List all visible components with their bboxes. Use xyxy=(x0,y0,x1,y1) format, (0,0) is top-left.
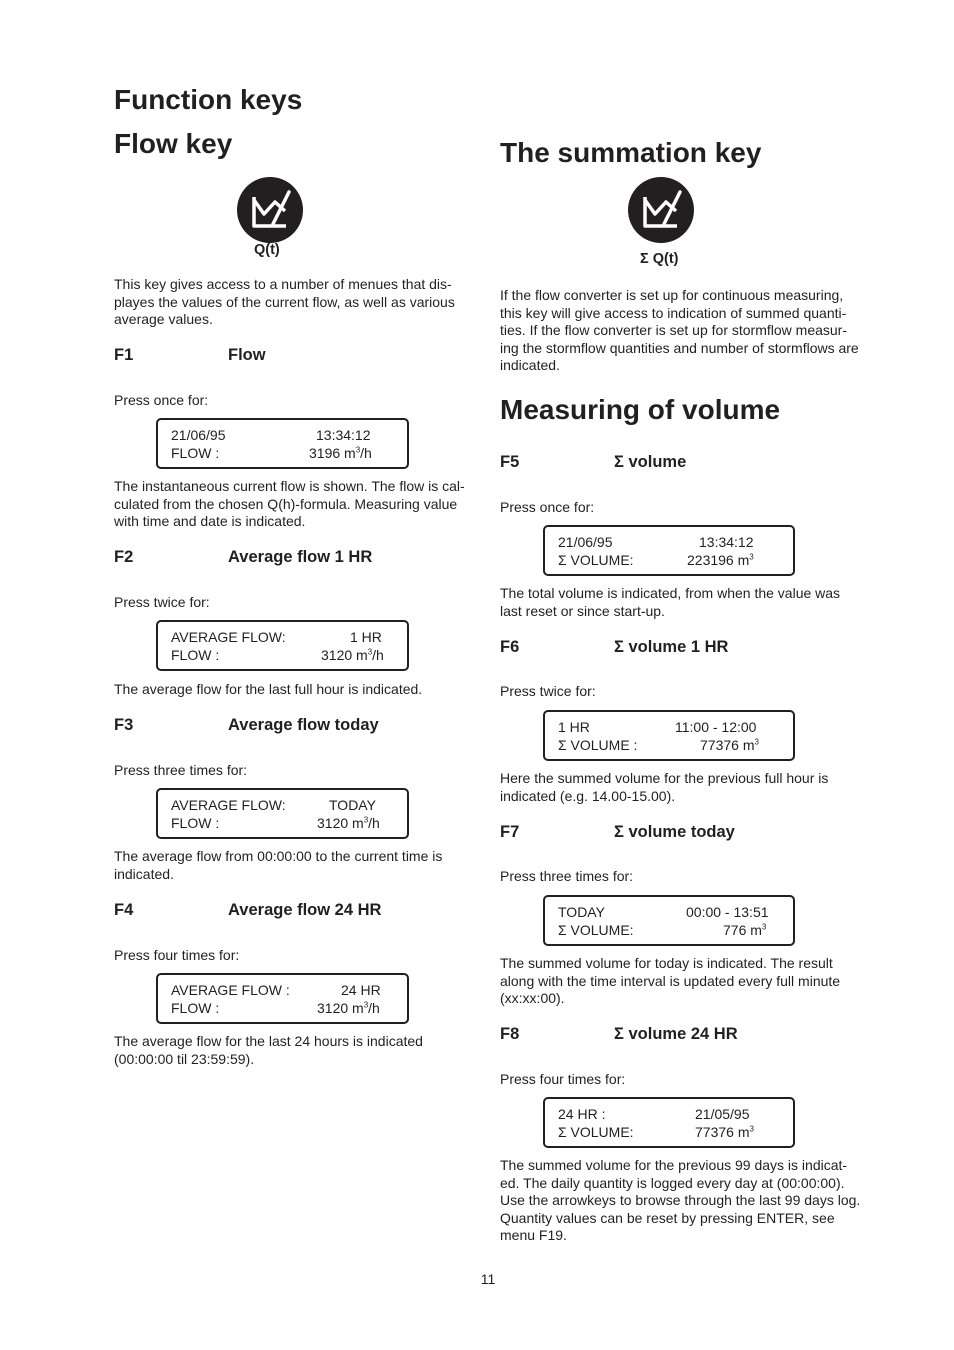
f6-description: Here the summed volume for the previous full hour is indicated (e.g. 14.00-15.00). xyxy=(500,770,829,804)
f3-description: The average flow from 00:00:00 to the current time is indicated. xyxy=(114,848,443,882)
display-value: 77376 $m^3$ xyxy=(695,1124,754,1140)
page-number: 11 xyxy=(480,1271,496,1287)
f1-press: Press once for: xyxy=(114,392,209,408)
display-label: 21/06/95 xyxy=(558,534,613,550)
display-value: 24 HR xyxy=(341,982,381,998)
display-value: 13:34:12 xyxy=(316,427,371,443)
f2-display xyxy=(156,620,409,671)
display-value: 3120 $m^3/h$ xyxy=(321,647,384,663)
f2-description: The average flow for the last full hour is indicated. xyxy=(114,681,423,697)
display-value: 00:00 - 13:51 xyxy=(686,904,769,920)
display-label: 1 HR xyxy=(558,719,590,735)
display-value: 3196 $m^3/h$ xyxy=(309,445,372,461)
flow-key-heading: Flow key xyxy=(114,128,233,159)
display-label: AVERAGE FLOW: xyxy=(171,797,286,813)
f7-title: Σ volume today xyxy=(614,823,735,841)
display-value: 77376 $m^3$ xyxy=(700,737,759,753)
flow-key-icon xyxy=(237,177,303,243)
display-value: TODAY xyxy=(329,797,376,813)
f6-heading xyxy=(500,638,860,658)
f6-title: Σ volume 1 HR xyxy=(614,638,729,656)
f4-title: Average flow 24 HR xyxy=(228,901,382,919)
f2-press: Press twice for: xyxy=(114,594,210,610)
f6-press: Press twice for: xyxy=(500,683,596,699)
display-label: FLOW : xyxy=(171,647,220,663)
display-value: 1 HR xyxy=(350,629,382,645)
f1-display xyxy=(156,418,409,469)
display-value: 11:00 - 12:00 xyxy=(675,719,757,735)
f6-code: F6 xyxy=(500,638,520,656)
display-label: 21/06/95 xyxy=(171,427,226,443)
f5-display xyxy=(543,525,795,576)
f4-display xyxy=(156,973,409,1024)
f5-press: Press once for: xyxy=(500,499,595,515)
flow-key-intro: This key gives access to a number of menues that dis-playes the values of the current flow, as well as various average values. xyxy=(114,276,455,327)
f7-press: Press three times for: xyxy=(500,868,634,884)
f1-heading xyxy=(114,346,474,366)
f5-heading xyxy=(500,453,860,473)
summation-key-icon xyxy=(628,177,694,243)
display-label: 24 HR : xyxy=(558,1106,606,1122)
f8-description xyxy=(500,1157,862,1245)
f4-description: The average flow for the last 24 hours is indicated (00:00:00 til 23:59:59). xyxy=(114,1033,423,1067)
f4-heading xyxy=(114,901,474,921)
display-label: AVERAGE FLOW: xyxy=(171,629,286,645)
f7-heading xyxy=(500,823,860,843)
f2-heading xyxy=(114,548,474,568)
f3-press: Press three times for: xyxy=(114,762,248,778)
summation-key-intro: If the flow converter is set up for continuous measuring, this key will give access to indication of summed quanti-ties. If the flow converter is set up for stormflow measur-ing the stormflow quantities and number of stormflows are indicated. xyxy=(500,287,859,373)
display-label: Σ VOLUME: xyxy=(558,1124,634,1140)
display-value: 21/05/95 xyxy=(695,1106,750,1122)
display-value: 223196 $m^3$ xyxy=(687,552,754,568)
display-label: FLOW : xyxy=(171,1000,220,1016)
f3-title: Average flow today xyxy=(228,716,379,734)
summation-key-heading: The summation key xyxy=(500,137,762,168)
f8-code: F8 xyxy=(500,1025,520,1043)
f5-description: The total volume is indicated, from when the value was last reset or since start-up. xyxy=(500,585,841,619)
f1-code: F1 xyxy=(114,346,134,364)
f6-display xyxy=(543,710,795,761)
display-label: TODAY xyxy=(558,904,605,920)
f2-title: Average flow 1 HR xyxy=(228,548,373,566)
f5-title: Σ volume xyxy=(614,453,687,471)
f3-code: F3 xyxy=(114,716,134,734)
display-value: 3120 $m^3/h$ xyxy=(317,815,380,831)
f8-title: Σ volume 24 HR xyxy=(614,1025,738,1043)
page-heading: Function keys xyxy=(114,84,303,115)
flow-key-label: Q(t) xyxy=(254,242,280,258)
display-label: Σ VOLUME: xyxy=(558,552,634,568)
f7-code: F7 xyxy=(500,823,520,841)
display-label: Σ VOLUME: xyxy=(558,922,634,938)
f8-description-text: The summed volume for the previous 99 days is indicat-ed. The daily quantity is logged every day at (00:00:00). Use the arrowkeys to browse through the last 99 days log. xyxy=(500,1157,861,1208)
display-value: 776 $m^3$ xyxy=(723,922,767,938)
f8-reset-note: Quantity values can be reset by pressing ENTER, see menu F19. xyxy=(500,1209,835,1243)
display-value: 13:34:12 xyxy=(699,534,754,550)
display-label: Σ VOLUME : xyxy=(558,737,638,753)
f8-heading xyxy=(500,1025,860,1045)
display-label: FLOW : xyxy=(171,815,220,831)
f1-title: Flow xyxy=(228,346,266,364)
f3-display xyxy=(156,788,409,839)
f1-description: The instantaneous current flow is shown. The flow is cal-culated from the chosen Q(h)-formula. Measuring value with time and date is indicated. xyxy=(114,478,465,529)
f3-heading xyxy=(114,716,474,736)
f7-display xyxy=(543,895,795,946)
display-label: AVERAGE FLOW : xyxy=(171,982,290,998)
measuring-volume-heading: Measuring of volume xyxy=(500,394,781,425)
display-value: 3120 $m^3/h$ xyxy=(317,1000,380,1016)
display-label: FLOW : xyxy=(171,445,220,461)
f4-press: Press four times for: xyxy=(114,947,240,963)
f2-code: F2 xyxy=(114,548,134,566)
f8-press: Press four times for: xyxy=(500,1071,626,1087)
f8-display xyxy=(543,1097,795,1148)
f5-code: F5 xyxy=(500,453,520,471)
summation-key-label: Σ Q(t) xyxy=(640,251,679,267)
f4-code: F4 xyxy=(114,901,134,919)
f7-description: The summed volume for today is indicated. The result along with the time interval is updated every full minute (xx:xx:00). xyxy=(500,955,841,1006)
